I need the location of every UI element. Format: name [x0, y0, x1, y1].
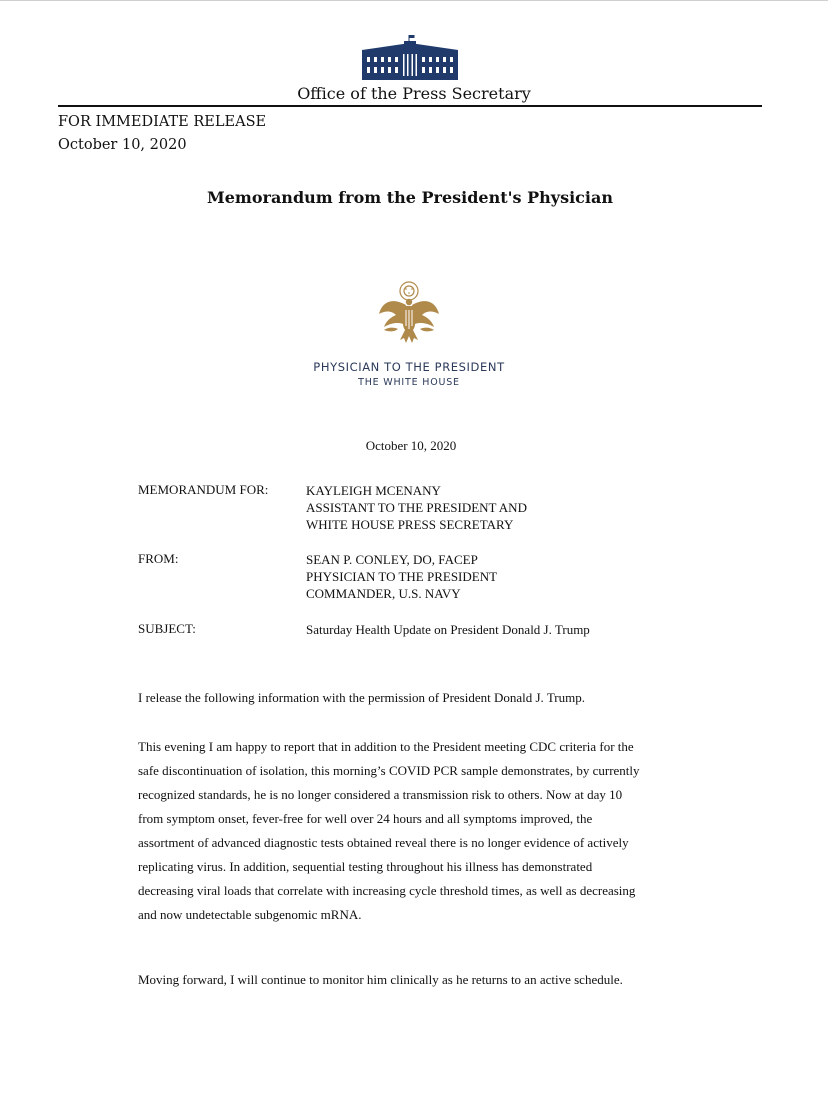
paragraph-line: This evening I am happy to report that in addition to the President meeting CDC criteria for the — [138, 739, 634, 754]
memo-subject-label: SUBJECT: — [138, 621, 196, 636]
memo-from-label: FROM: — [138, 551, 179, 566]
memo-for-line: WHITE HOUSE PRESS SECRETARY — [306, 517, 514, 532]
paragraph-line: assortment of advanced diagnostic tests obtained reveal there is no longer evidence of actively — [138, 835, 629, 850]
memo-subject-line: Saturday Health Update on President Donald J. Trump — [306, 622, 590, 637]
paragraph-line: from symptom onset, fever-free for well over 24 hours and all symptoms improved, the — [138, 811, 593, 826]
document-title: Memorandum from the President's Physician — [207, 188, 613, 207]
paragraph-line: I release the following information with the permission of President Donald J. Trump. — [138, 690, 585, 705]
memo-for-values — [306, 482, 527, 533]
paragraph-line: Moving forward, I will continue to monitor him clinically as he returns to an active schedule. — [138, 972, 623, 987]
memo-for-line: ASSISTANT TO THE PRESIDENT AND — [306, 500, 527, 515]
memo-from-values — [306, 551, 497, 602]
white-house-icon — [362, 34, 458, 80]
memo-from-line: COMMANDER, U.S. NAVY — [306, 586, 461, 601]
body-paragraph-2 — [138, 735, 698, 927]
release-block — [58, 111, 266, 157]
paragraph-line: safe discontinuation of isolation, this morning’s COVID PCR sample demonstrates, by currently — [138, 763, 640, 778]
header-divider — [58, 105, 762, 107]
office-title: Office of the Press Secretary — [297, 84, 531, 103]
paragraph-line: and now undetectable subgenomic mRNA. — [138, 907, 362, 922]
memo-subject-values — [306, 621, 590, 638]
memo-date: October 10, 2020 — [365, 438, 457, 453]
body-paragraph-3 — [138, 968, 698, 992]
memo-from-line: SEAN P. CONLEY, DO, FACEP — [306, 552, 478, 567]
paragraph-line: recognized standards, he is no longer considered a transmission risk to others. Now at day 10 — [138, 787, 623, 802]
top-edge-line — [0, 0, 828, 1]
letterhead-subtitle: THE WHITE HOUSE — [358, 377, 460, 388]
letterhead-title: PHYSICIAN TO THE PRESIDENT — [313, 360, 505, 374]
memo-for-label: MEMORANDUM FOR: — [138, 482, 269, 497]
release-line: FOR IMMEDIATE RELEASE — [58, 114, 267, 130]
memo-from-line: PHYSICIAN TO THE PRESIDENT — [306, 569, 498, 584]
paragraph-line: replicating virus. In addition, sequential testing throughout his illness has demonstrated — [138, 859, 593, 874]
memo-for-line: KAYLEIGH MCENANY — [306, 483, 441, 498]
body-paragraph-1 — [138, 686, 698, 710]
paragraph-line: decreasing viral loads that correlate with increasing cycle threshold times, as well as decreasing — [138, 883, 636, 898]
release-date: October 10, 2020 — [58, 137, 187, 153]
presidential-seal-icon — [378, 280, 440, 346]
